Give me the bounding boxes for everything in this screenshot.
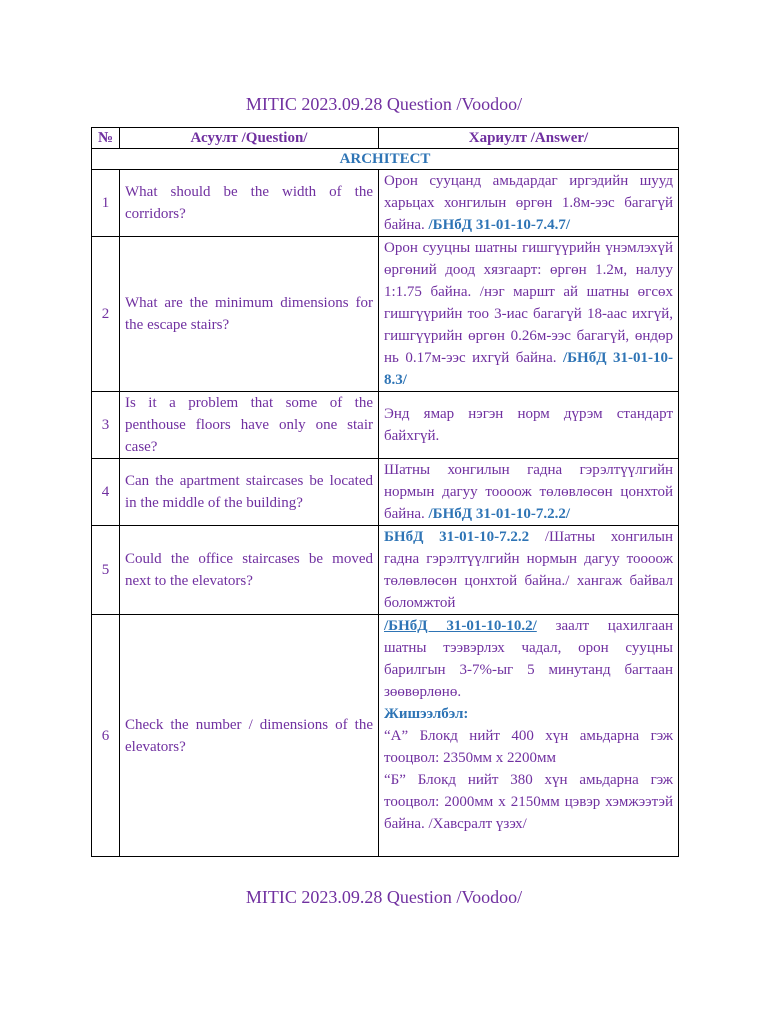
answer-main <box>384 615 673 703</box>
example-label: Жишээлбэл: <box>384 706 469 722</box>
row-num: 3 <box>92 392 120 459</box>
row-answer <box>379 237 679 392</box>
answer-text: /Шатны хонгилын гадна гэрэлтүүлгийн нормын дагуу тоооож төлөвлөсөн цонхтой байна./ хангаж байвал боломжтой <box>384 529 673 611</box>
table-row <box>92 170 679 237</box>
example-b: “Б” Блокд нийт 380 хүн амьдарна гэж тооцвол: 2000мм х 2150мм цэвэр хэмжээтэй байна. /Хавсралт үзэх/ <box>384 772 673 832</box>
answer-text: заалт цахилгаан шатны тээвэрлэх чадал, орон сууцны барилгын 3-7%-ыг 5 минутанд багтаан зөөвөрлөнө. <box>384 618 674 700</box>
row-question: Check the number / dimensions of the elevators? <box>120 615 379 857</box>
footer-title: MITIC 2023.09.28 Question /Voodoo/ <box>245 887 523 907</box>
answer-ref: /БНбД 31-01-10-7.4.7/ <box>428 217 570 233</box>
row-question: What are the minimum dimensions for the escape stairs? <box>120 237 379 392</box>
table-row <box>92 615 679 857</box>
row-num: 1 <box>92 170 120 237</box>
answer-ref: /БНбД 31-01-10-10.2/ <box>384 618 537 634</box>
section-row <box>92 149 679 170</box>
qa-table <box>91 127 679 857</box>
page-title: MITIC 2023.09.28 Question /Voodoo/ <box>245 94 523 114</box>
header-question: Асуулт /Question/ <box>120 128 379 149</box>
table-row <box>92 526 679 615</box>
row-answer <box>379 615 679 857</box>
example-a: “А” Блокд нийт 400 хүн амьдарна гэж тооцвол: 2350мм х 2200мм <box>384 728 673 766</box>
table-row <box>92 237 679 392</box>
row-num: 6 <box>92 615 120 857</box>
answer-text: Энд ямар нэгэн норм дүрэм стандарт байхгүй. <box>384 406 673 444</box>
answer-text: Орон сууцанд амьдардаг иргэдийн шууд харьцах хонгилын өргөн 1.8м-ээс багагүй байна. <box>384 173 673 233</box>
row-question: What should be the width of the corridors? <box>120 170 379 237</box>
answer-ref: БНбД 31-01-10-7.2.2 <box>384 529 530 545</box>
answer-text: Шатны хонгилын гадна гэрэлтүүлгийн нормын дагуу тоооож төлөвлөсөн цонхтой байна. <box>384 462 673 522</box>
answer-ref: /БНбД 31-01-10-8.3/ <box>384 350 673 388</box>
row-question: Can the apartment staircases be located in the middle of the building? <box>120 459 379 526</box>
row-question: Could the office staircases be moved next to the elevators? <box>120 526 379 615</box>
row-answer <box>379 526 679 615</box>
row-answer <box>379 392 679 459</box>
header-num: № <box>92 128 120 149</box>
row-answer <box>379 170 679 237</box>
row-num: 2 <box>92 237 120 392</box>
row-num: 5 <box>92 526 120 615</box>
section-label: ARCHITECT <box>92 149 679 170</box>
table-header-row <box>92 128 679 149</box>
answer-text: Орон сууцны шатны гишгүүрийн үнэмлэхүй өргөний доод хязгаарт: өргөн 1.2м, налуу 1:1.75 байна. /нэг маршт ай шатны өгсөх гишгүүрийн тоо 3-иас багагүй 18-аас ихгүй, гишгүүрийн өргөн 0.26м-ээс багагүй, өндөр нь 0.17м-ээс ихгүй байна. <box>384 240 673 366</box>
header-answer: Хариулт /Answer/ <box>379 128 679 149</box>
row-answer <box>379 459 679 526</box>
row-question: Is it a problem that some of the penthouse floors have only one stair case? <box>120 392 379 459</box>
table-row <box>92 459 679 526</box>
answer-ref: /БНбД 31-01-10-7.2.2/ <box>428 506 570 522</box>
table-row <box>92 392 679 459</box>
row-num: 4 <box>92 459 120 526</box>
